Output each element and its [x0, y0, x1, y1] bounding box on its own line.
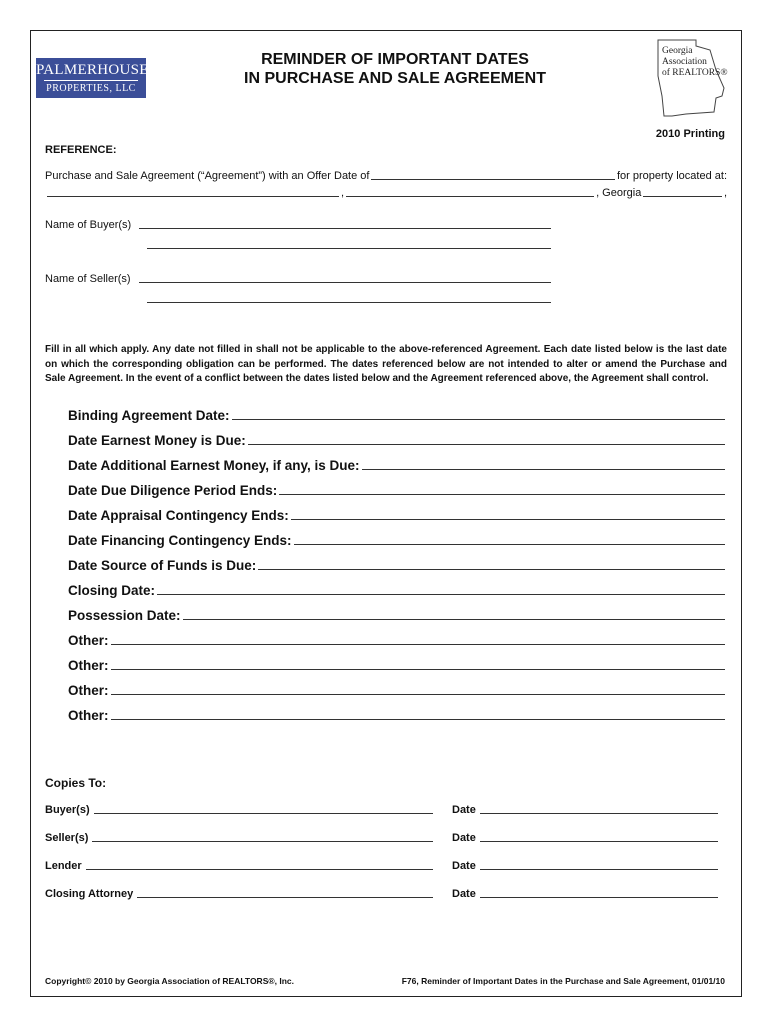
date-item: [68, 583, 727, 598]
copy-date-row: [452, 804, 720, 816]
binding-agreement-date-field[interactable]: [232, 418, 725, 420]
appraisal-contingency-date-field[interactable]: [291, 518, 725, 520]
date-item-label: Binding Agreement Date:: [68, 408, 230, 423]
copy-lender-field[interactable]: [86, 868, 433, 870]
footer-copyright: Copyright© 2010 by Georgia Association of REALTORS®, Inc.: [45, 976, 294, 986]
date-item: [68, 533, 727, 548]
offer-date-field[interactable]: [371, 178, 614, 180]
copy-date-row: [452, 888, 720, 900]
seller-label: Name of Seller(s): [45, 273, 131, 285]
gar-logo: [650, 36, 730, 124]
copy-row-lender: [45, 860, 435, 872]
copy-row-seller: [45, 832, 435, 844]
seller-field-2[interactable]: [147, 301, 551, 303]
date-item-label: Other:: [68, 683, 109, 698]
seller-field[interactable]: [139, 281, 551, 283]
other-date-field-3[interactable]: [111, 693, 726, 695]
copy-label: Seller(s): [45, 832, 89, 844]
date-item: [68, 608, 727, 623]
other-date-field-4[interactable]: [111, 718, 726, 720]
reference-row-1: [45, 170, 727, 182]
title-line-2: IN PURCHASE AND SALE AGREEMENT: [244, 70, 546, 87]
due-diligence-date-field[interactable]: [279, 493, 725, 495]
copy-attorney-field[interactable]: [137, 896, 433, 898]
copy-label: Buyer(s): [45, 804, 90, 816]
date-item: [68, 433, 727, 448]
property-county-field[interactable]: [643, 195, 722, 197]
copy-label: Lender: [45, 860, 82, 872]
logo-line-1: PALMERHOUSE: [36, 62, 149, 78]
date-item-label: Date Financing Contingency Ends:: [68, 533, 292, 548]
source-of-funds-date-field[interactable]: [258, 568, 725, 570]
date-item-label: Date Due Diligence Period Ends:: [68, 483, 278, 498]
other-date-field-2[interactable]: [111, 668, 726, 670]
date-item: [68, 508, 727, 523]
date-item: [68, 683, 727, 698]
georgia-text: , Georgia: [596, 187, 642, 199]
copy-date-row: [452, 832, 720, 844]
gar-line-2: Association: [662, 57, 707, 67]
other-date-field-1[interactable]: [111, 643, 726, 645]
date-item: [68, 483, 727, 498]
copy-buyer-field[interactable]: [94, 812, 433, 814]
offer-date-text: Purchase and Sale Agreement (“Agreement”) with an Offer Date of: [45, 170, 370, 182]
document-title: [200, 50, 590, 88]
copy-row-attorney: [45, 888, 435, 900]
copy-date-label: Date: [452, 804, 476, 816]
end-comma-text: ,: [723, 187, 727, 199]
instructions-paragraph: Fill in all which apply. Any date not filled in shall not be applicable to the above-referenced Agreement. Each date listed below is the last date on which the corresponding obligation can be performed. The dates referenced below are not intended to alter or amend the Purchase and Sale Agreement. In the event of a conflict between the dates listed below and the Agreement referenced above, the Agreement shall control.: [45, 344, 727, 384]
title-line-1: REMINDER OF IMPORTANT DATES: [261, 51, 529, 68]
buyer-label: Name of Buyer(s): [45, 219, 132, 231]
date-item-label: Other:: [68, 708, 109, 723]
copy-lender-date-field[interactable]: [480, 868, 718, 870]
date-item-label: Closing Date:: [68, 583, 156, 598]
gar-line-1: Georgia: [662, 46, 693, 56]
copy-buyer-date-field[interactable]: [480, 812, 718, 814]
date-item: [68, 708, 727, 723]
footer-form-id: F76, Reminder of Important Dates in the Purchase and Sale Agreement, 01/01/10: [401, 976, 725, 986]
date-item: [68, 633, 727, 648]
buyer-row-2: [145, 247, 553, 251]
date-item-label: Possession Date:: [68, 608, 181, 623]
palmerhouse-logo: [36, 58, 149, 98]
printing-year: 2010 Printing: [655, 128, 725, 140]
reference-heading: REFERENCE:: [45, 144, 117, 156]
copy-label: Closing Attorney: [45, 888, 134, 900]
copy-row-buyer: [45, 804, 435, 816]
closing-date-field[interactable]: [157, 593, 725, 595]
date-item: [68, 658, 727, 673]
date-item: [68, 458, 727, 473]
financing-contingency-date-field[interactable]: [294, 543, 725, 545]
copies-heading: Copies To:: [45, 776, 107, 790]
copy-date-label: Date: [452, 832, 476, 844]
date-item-label: Other:: [68, 658, 109, 673]
copy-seller-date-field[interactable]: [480, 840, 718, 842]
copy-date-row: [452, 860, 720, 872]
buyer-row: [45, 219, 553, 231]
seller-row: [45, 273, 553, 285]
earnest-money-date-field[interactable]: [248, 443, 725, 445]
seller-row-2: [145, 301, 553, 305]
date-item-label: Other:: [68, 633, 109, 648]
copy-attorney-date-field[interactable]: [480, 896, 718, 898]
copy-date-label: Date: [452, 860, 476, 872]
gar-line-3: of REALTORS®: [662, 68, 728, 78]
date-item-label: Date Appraisal Contingency Ends:: [68, 508, 289, 523]
property-address-field[interactable]: [47, 195, 339, 197]
buyer-field-2[interactable]: [147, 247, 551, 249]
possession-date-field[interactable]: [183, 618, 725, 620]
comma-text: ,: [341, 187, 345, 199]
buyer-field[interactable]: [139, 227, 551, 229]
date-item-label: Date Earnest Money is Due:: [68, 433, 246, 448]
date-item-label: Date Source of Funds is Due:: [68, 558, 257, 573]
reference-row-2: [45, 187, 727, 199]
copy-date-label: Date: [452, 888, 476, 900]
date-item: [68, 558, 727, 573]
date-item: [68, 408, 727, 423]
logo-line-2: PROPERTIES, LLC: [46, 83, 136, 94]
property-city-field[interactable]: [346, 195, 594, 197]
additional-earnest-money-date-field[interactable]: [362, 468, 725, 470]
date-item-label: Date Additional Earnest Money, if any, is Due:: [68, 458, 360, 473]
copy-seller-field[interactable]: [92, 840, 433, 842]
property-located-text: for property located at:: [616, 170, 727, 182]
